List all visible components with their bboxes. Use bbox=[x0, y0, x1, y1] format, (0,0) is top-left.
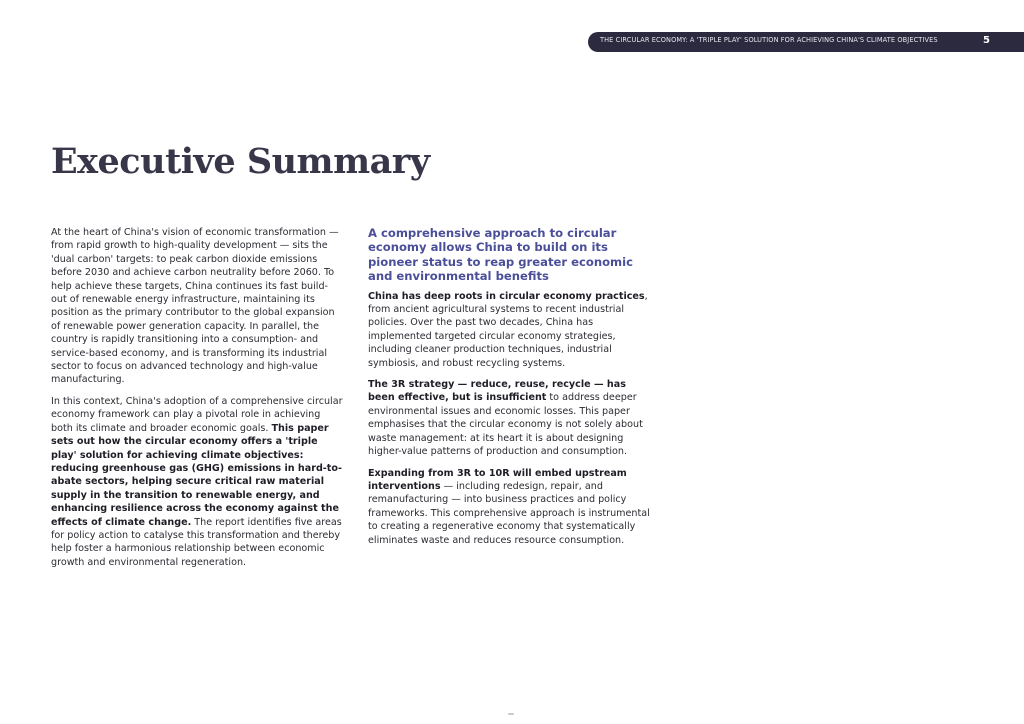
key-finding-bold: This paper sets out how the circular economy offers a 'triple play' solution for achieving climate objectives: reducing greenhouse gas (GHG) emissions in hard-to-abate sectors, helping secure critical raw material supply in the transition to renewable energy, and enhancing resilience across the economy against the effects of climate change. bbox=[51, 422, 342, 528]
footer-mark bbox=[508, 713, 514, 715]
page-title: Executive Summary bbox=[51, 141, 430, 182]
paragraph-text: to address deeper environmental issues and economic losses. This paper emphasises that the circular economy is not solely about waste management: at its heart it is about designing higher-value patterns of production and consumption. bbox=[368, 392, 643, 458]
paragraph: At the heart of China's vision of economic transformation — from rapid growth to high-quality development — sits the 'dual carbon' targets: to peak carbon dioxide emissions before 2030 and achieve carbon neutrality before 2060. To help achieve these targets, China continues its fast build-out of renewable energy infrastructure, maintaining its position as the primary contributor to the global expansion of renewable power generation capacity. In parallel, the country is rapidly transitioning into a consumption- and service-based economy, and is transforming its industrial sector to focus on advanced technology and high-value manufacturing. bbox=[51, 227, 339, 386]
paragraph bbox=[368, 467, 652, 547]
left-column bbox=[51, 226, 343, 577]
paragraph-text: In this context, China's adoption of a comprehensive circular economy framework can play a pivotal role in achieving both its climate and broader economic goals. bbox=[51, 395, 343, 434]
running-header-title: THE CIRCULAR ECONOMY: A 'TRIPLE PLAY' SOLUTION FOR ACHIEVING CHINA'S CLIMATE OBJECTIVES bbox=[600, 36, 938, 44]
paragraph bbox=[368, 378, 652, 458]
lead-in-bold: China has deep roots in circular economy practices bbox=[368, 290, 645, 302]
paragraph-text: The report identifies five areas for policy action to catalyse this transformation and thereby help foster a harmonious relationship between economic growth and environmental regeneration. bbox=[51, 516, 342, 568]
paragraph bbox=[368, 290, 652, 370]
paragraph-text: — including redesign, repair, and remanufacturing — into business practices and policy frameworks. This comprehensive approach is instrumental to creating a regenerative economy that systematically eliminates waste and reduces resource consumption. bbox=[368, 480, 650, 546]
paragraph bbox=[51, 395, 343, 569]
right-column bbox=[368, 226, 652, 555]
section-subheading: A comprehensive approach to circular economy allows China to build on its pioneer status to reap greater economic and environmental benefits bbox=[368, 226, 633, 284]
lead-in-bold: Expanding from 3R to 10R will embed upstream interventions bbox=[368, 467, 627, 492]
paragraph-text: , from ancient agricultural systems to recent industrial policies. Over the past two decades, China has implemented targeted circular economy strategies, including cleaner production techniques, industrial symbiosis, and robust recycling systems. bbox=[368, 290, 648, 369]
page-number: 5 bbox=[983, 35, 990, 46]
lead-in-bold: The 3R strategy — reduce, reuse, recycle — has been effective, but is insufficient bbox=[368, 379, 626, 404]
running-header-bar bbox=[588, 32, 1024, 52]
